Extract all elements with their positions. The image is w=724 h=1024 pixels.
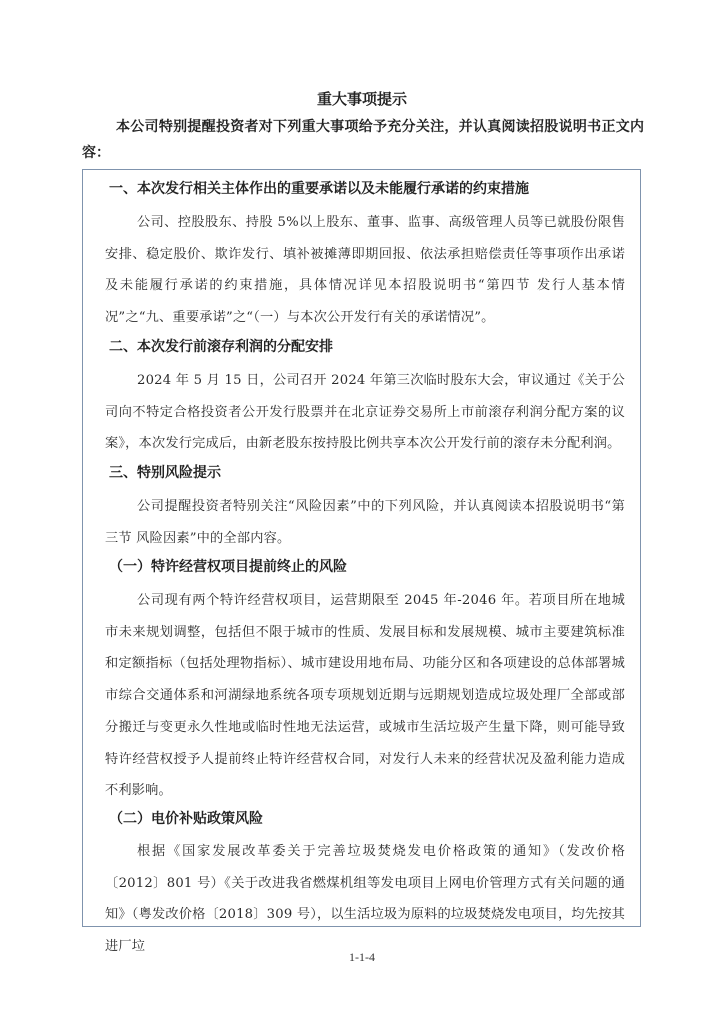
section-heading-profit-distribution: 二、本次发行前滚存利润的分配安排 bbox=[109, 339, 333, 355]
page-title: 重大事项提示 bbox=[316, 90, 407, 108]
section-body-subsidy-risk: 根据《国家发展改革委关于完善垃圾焚烧发电价格政策的通知》（发改价格〔2012〕801 号）《关于改进我省燃煤机组等发电项目上网电价管理方式有关问题的通知》（粤发改价格〔2018〕309 号），以生活垃圾为原料的垃圾焚烧发电项目，均先按其进厂垃 bbox=[105, 844, 625, 955]
section-body-franchise-risk: 公司现有两个特许经营权项目，运营期限至 2045 年-2046 年。若项目所在地城市未来规划调整，包括但不限于城市的性质、发展目标和发展规模、城市主要建筑标准和定额指标（包括处理物指标）、城市建设用地布局、功能分区和各项建设的总体部署城市综合交通体系和河湖绿地系统各项专项规划近期与远期规划造成垃圾处理厂全部或部分搬迁与变更永久性地或临时性地无法运营，或城市生活垃圾产生量下降，则可能导致特许经营权授予人提前终止特许经营权合同，对发行人未来的经营状况及盈利能力造成不利影响。 bbox=[105, 593, 625, 799]
intro-notice: 本公司特别提醒投资者对下列重大事项给予充分关注，并认真阅读招股说明书正文内容： bbox=[82, 119, 644, 161]
section-body-commitments: 公司、控股股东、持股 5%以上股东、董事、监事、高级管理人员等已就股份限售安排、稳定股价、欺诈发行、填补被摊薄即期回报、依法承担赔偿责任等事项作出承诺及未能履行承诺的约束措施，具体情况详见本招股说明书“第四节 发行人基本情况”之“九、重要承诺”之“（一）与本次公开发行有关的承诺情况”。 bbox=[105, 215, 625, 326]
section-body-profit-distribution: 2024 年 5 月 15 日，公司召开 2024 年第三次临时股东大会，审议通过《关于公司向不特定合格投资者公开发行股票并在北京证券交易所上市前滚存利润分配方案的议案》，本次发行完成后，由新老股东按持股比例共享本次公开发行前的滚存未分配利润。 bbox=[105, 373, 625, 452]
section-heading-risk-notice: 三、特别风险提示 bbox=[109, 465, 221, 481]
section-body-risk-notice: 公司提醒投资者特别关注“风险因素”中的下列风险，并认真阅读本招股说明书“第三节 风险因素”中的全部内容。 bbox=[105, 499, 625, 546]
section-heading-commitments: 一、本次发行相关主体作出的重要承诺以及未能履行承诺的约束措施 bbox=[109, 181, 529, 197]
content-box bbox=[82, 169, 641, 955]
section-heading-subsidy-risk: （二）电价补贴政策风险 bbox=[109, 811, 263, 827]
section-heading-franchise-risk: （一）特许经营权项目提前终止的风险 bbox=[109, 559, 347, 575]
page-number: 1-1-4 bbox=[349, 950, 375, 964]
